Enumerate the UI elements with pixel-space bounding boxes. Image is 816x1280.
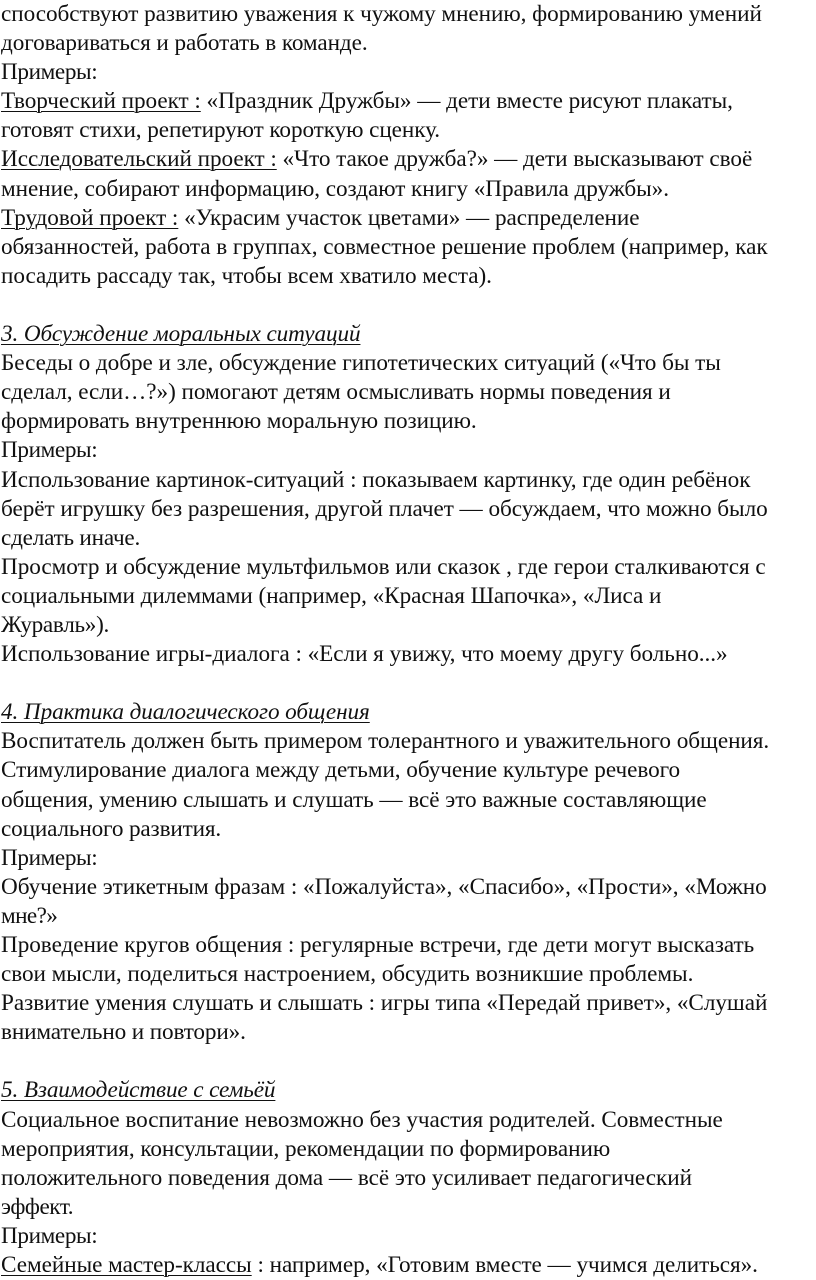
- text-line: социального развития.: [1, 815, 222, 842]
- text-line: положительного поведения дома — всё это усиливает педагогический: [1, 1164, 692, 1191]
- project-item-labor: [1, 204, 816, 233]
- text-line: Обучение этикетным фразам : «Пожалуйста», «Спасибо», «Прости», «Можно: [1, 873, 767, 900]
- family-example-item: [1, 1251, 816, 1280]
- text-line: Беседы о добре и зле, обсуждение гипотетических ситуаций («Что бы ты: [1, 350, 721, 377]
- text-line: Проведение кругов общения : регулярные встречи, где дети могут высказать: [1, 932, 755, 958]
- text-line: эффект.: [1, 1193, 74, 1220]
- text-line: Просмотр и обсуждение мультфильмов или сказок , где герои сталкиваются с: [1, 553, 766, 580]
- text-line: мероприятия, консультации, рекомендации по формированию: [1, 1135, 611, 1162]
- section-heading-5: [1, 1076, 816, 1105]
- text-line: сделать иначе.: [1, 524, 141, 551]
- section-heading-4: [1, 698, 816, 727]
- examples-label: Примеры:: [1, 1222, 98, 1249]
- paragraph-gap: [1, 669, 816, 698]
- text-line: сделал, если…?») помогают детям осмысливать нормы поведения и: [1, 379, 671, 406]
- text-line: мнение, собирают информацию, создают книгу «Правила дружбы».: [1, 175, 669, 202]
- project-text: «Праздник Дружбы» — дети вместе рисуют плакаты,: [200, 88, 733, 115]
- section-heading-text: 5. Взаимодействие с семьёй: [1, 1077, 276, 1104]
- text-line: Воспитатель должен быть примером толерантного и уважительного общения.: [1, 728, 770, 755]
- examples-label: Примеры:: [1, 844, 98, 871]
- section-heading-3: [1, 320, 816, 349]
- section-heading-text: 4. Практика диалогического общения: [1, 699, 370, 726]
- text-line: социальными дилеммами (например, «Красная Шапочка», «Лиса и: [1, 582, 662, 609]
- project-label: Исследовательский проект :: [1, 146, 277, 173]
- example-text: : например, «Готовим вместе — учимся делиться».: [251, 1252, 758, 1279]
- section-heading-text: 3. Обсуждение моральных ситуаций: [1, 321, 361, 348]
- text-line: внимательно и повтори».: [1, 1019, 246, 1046]
- text-line: свои мысли, поделиться настроением, обсудить возникшие проблемы.: [1, 961, 694, 988]
- project-text: «Что такое дружба?» — дети высказывают своё: [276, 146, 753, 173]
- text-line: общения, умению слышать и слушать — всё это важные составляющие: [1, 786, 707, 813]
- project-label: Творческий проект :: [1, 88, 201, 115]
- text-line: Использование игры-диалога : «Если я увижу, что моему другу больно...»: [1, 641, 728, 668]
- text-line: Использование картинок-ситуаций : показываем картинку, где один ребёнок: [1, 466, 751, 493]
- text-line: договариваться и работать в команде.: [1, 30, 368, 57]
- paragraph-gap: [1, 1047, 816, 1076]
- text-line: формировать внутреннюю моральную позицию.: [1, 408, 477, 435]
- text-line: способствуют развитию уважения к чужому мнению, формированию умений: [1, 1, 762, 27]
- examples-label: Примеры:: [1, 59, 98, 86]
- text-line: посадить рассаду так, чтобы всем хватило места).: [1, 262, 492, 289]
- text-line: готовят стихи, репетируют короткую сценку.: [1, 117, 441, 144]
- text-line: мне?»: [1, 902, 58, 929]
- example-label: Семейные мастер-классы: [1, 1252, 252, 1279]
- text-line: Журавль»).: [1, 611, 110, 638]
- paragraph-gap: [1, 291, 816, 320]
- examples-label: Примеры:: [1, 437, 98, 464]
- project-label: Трудовой проект :: [1, 204, 179, 231]
- project-item-research: [1, 145, 816, 174]
- text-line: Развитие умения слушать и слышать : игры типа «Передай привет», «Слушай: [1, 990, 768, 1017]
- text-line: берёт игрушку без разрешения, другой плачет — обсуждаем, что можно было: [1, 495, 768, 522]
- project-item-creative: [1, 87, 816, 116]
- text-line: обязанностей, работа в группах, совместное решение проблем (например, как: [1, 233, 768, 260]
- project-text: «Украсим участок цветами» — распределение: [178, 204, 640, 231]
- text-line: Стимулирование диалога между детьми, обучение культуре речевого: [1, 757, 681, 784]
- text-line: Социальное воспитание невозможно без участия родителей. Совместные: [1, 1106, 723, 1133]
